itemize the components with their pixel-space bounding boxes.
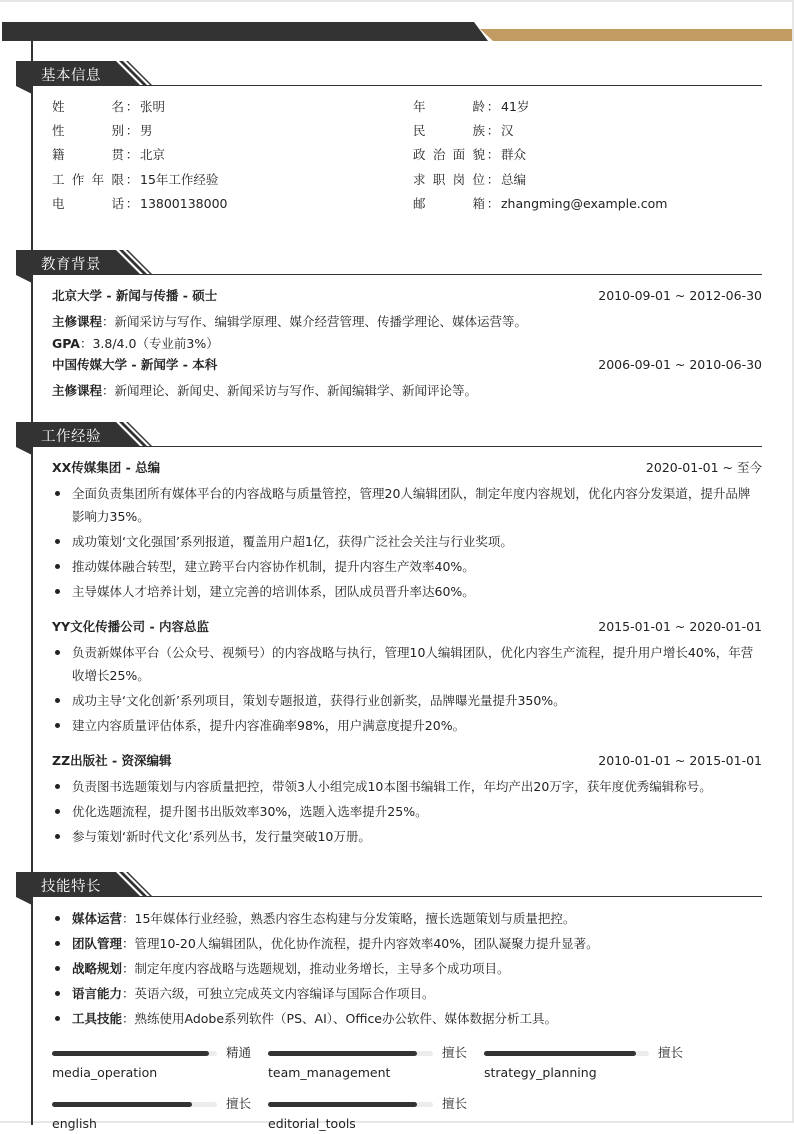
education-courses (52, 381, 762, 401)
list-item: 负责新媒体平台（公众号、视频号）的内容战略与执行，管理10人编辑团队，优化内容生产流程，提升用户增长40%，年营收增长25%。 (52, 641, 762, 687)
education-gpa (52, 334, 762, 354)
info-value: 男 (140, 123, 153, 138)
section-divider (32, 85, 762, 86)
courses-label: 主修课程 (52, 314, 103, 329)
info-value: 北京 (140, 147, 166, 162)
section-title: 教育背景 (41, 257, 101, 273)
skill-level: 擅长 (442, 1096, 468, 1111)
section-title: 技能特长 (41, 879, 101, 895)
info-gender (52, 121, 153, 141)
work-title: YY文化传播公司 - 内容总监 (52, 619, 209, 634)
education-date: 2006-09-01 ~ 2010-06-30 (598, 357, 762, 372)
skill-name: strategy_planning (484, 1065, 597, 1080)
courses-text: ：新闻采访与写作、编辑学原理、媒介经营管理、传播学理论、媒体运营等。 (102, 314, 528, 329)
colon: ： (125, 99, 139, 114)
section-header (0, 872, 794, 897)
section-work (0, 422, 794, 844)
skill-label: 语言能力 (72, 986, 123, 1001)
header-dark-bar (2, 22, 488, 41)
work-title: XX传媒集团 - 总编 (52, 460, 161, 475)
info-value: 13800138000 (140, 196, 228, 211)
gpa-label: GPA (52, 336, 80, 351)
progress-track (484, 1051, 649, 1056)
progress-fill (484, 1051, 636, 1056)
education-date: 2010-09-01 ~ 2012-06-30 (598, 288, 762, 303)
skill-bar-media-operation (52, 1043, 252, 1083)
progress-fill (52, 1051, 209, 1056)
list-item: 参与策划‘新时代文化’系列丛书，发行量突破10万册。 (52, 825, 762, 848)
skill-bar-english (52, 1094, 252, 1134)
work-date: 2020-01-01 ~ 至今 (645, 460, 762, 475)
skill-label: 团队管理 (72, 936, 123, 951)
section-title: 工作经验 (41, 429, 101, 445)
skill-text: ：英语六级，可独立完成英文内容编译与国际合作项目。 (122, 986, 435, 1001)
progress-track (268, 1051, 433, 1056)
colon: ： (486, 147, 500, 162)
gpa-text: ：3.8/4.0（专业前3%） (79, 336, 219, 351)
skill-name: team_management (268, 1065, 391, 1080)
work-bullets (52, 775, 762, 850)
list-item: 主导媒体人才培养计划，建立完善的培训体系，团队成员晋升率达60%。 (52, 580, 762, 603)
skill-text: ：管理10-20人编辑团队，优化协作流程，提升内容效率40%，团队凝聚力提升显著。 (122, 936, 599, 951)
info-label: 邮箱 (413, 196, 485, 211)
colon: ： (125, 147, 139, 162)
info-position (413, 170, 526, 190)
header-gold-bar (480, 29, 792, 41)
work-date: 2010-01-01 ~ 2015-01-01 (598, 753, 762, 768)
progress-track (52, 1051, 217, 1056)
info-value: 汉 (501, 123, 514, 138)
skill-item (52, 932, 762, 955)
work-entry-header (52, 617, 762, 637)
progress-fill (268, 1051, 417, 1056)
skill-item (52, 957, 762, 980)
info-value: 41岁 (501, 99, 530, 114)
work-entry-header (52, 751, 762, 771)
skill-item (52, 907, 762, 930)
colon: ： (125, 123, 139, 138)
info-work-years (52, 170, 218, 190)
education-entry-header (52, 286, 762, 306)
colon: ： (125, 172, 139, 187)
skills-bullets (52, 907, 762, 1032)
section-header (0, 61, 794, 86)
list-item: 负责图书选题策划与内容质量把控，带领3人小组完成10本图书编辑工作，年均产出20万字，获年度优秀编辑称号。 (52, 775, 762, 798)
info-value: 张明 (140, 99, 166, 114)
info-label: 电话 (52, 196, 124, 211)
progress-fill (52, 1102, 192, 1107)
education-entry-header (52, 355, 762, 375)
section-divider (32, 274, 762, 275)
info-value: 15年工作经验 (140, 172, 219, 187)
colon: ： (486, 196, 500, 211)
courses-text: ：新闻理论、新闻史、新闻采访与写作、新闻编辑学、新闻评论等。 (102, 383, 478, 398)
info-name (52, 97, 165, 117)
info-label: 求职岗位 (413, 172, 485, 187)
skill-name: english (52, 1116, 97, 1131)
skill-bar-team-management (268, 1043, 468, 1083)
info-value: 群众 (501, 147, 527, 162)
skill-level: 精通 (226, 1045, 252, 1060)
skill-bar-editorial-tools (268, 1094, 468, 1134)
section-divider (32, 896, 762, 897)
skill-item (52, 1007, 762, 1030)
colon: ： (125, 196, 139, 211)
fold-corner (16, 275, 32, 283)
section-title: 基本信息 (41, 68, 101, 84)
section-skills (0, 872, 794, 1131)
fold-corner (16, 86, 32, 94)
info-label: 姓名 (52, 99, 124, 114)
work-bullets (52, 641, 762, 739)
fold-corner (16, 447, 32, 455)
work-bullets (52, 482, 762, 605)
skill-text: ：熟练使用Adobe系列软件（PS、AI）、Office办公软件、媒体数据分析工具。 (122, 1011, 558, 1026)
education-courses (52, 312, 762, 332)
education-title: 北京大学 - 新闻与传播 - 硕士 (52, 288, 218, 303)
skill-level: 擅长 (658, 1045, 684, 1060)
skill-text: ：制定年度内容战略与选题规划，推动业务增长，主导多个成功项目。 (122, 961, 510, 976)
section-header (0, 422, 794, 447)
list-item: 推动媒体融合转型，建立跨平台内容协作机制，提升内容生产效率40%。 (52, 555, 762, 578)
info-label: 工作年限 (52, 172, 124, 187)
skill-level: 擅长 (442, 1045, 468, 1060)
skill-name: media_operation (52, 1065, 158, 1080)
colon: ： (486, 99, 500, 114)
info-hometown (52, 145, 165, 165)
skill-label: 工具技能 (72, 1011, 123, 1026)
info-age (413, 97, 529, 117)
info-label: 民族 (413, 123, 485, 138)
skill-item (52, 982, 762, 1005)
list-item: 成功策划‘文化强国’系列报道，覆盖用户超1亿，获得广泛社会关注与行业奖项。 (52, 530, 762, 553)
left-timeline-line (31, 41, 33, 1125)
skill-bar-strategy-planning (484, 1043, 684, 1083)
info-label: 政治面貌 (413, 147, 485, 162)
progress-track (268, 1102, 433, 1107)
email-value: zhangming@example.com (501, 196, 668, 211)
list-item: 建立内容质量评估体系，提升内容准确率98%，用户满意度提升20%。 (52, 714, 762, 737)
info-label: 籍贯 (52, 147, 124, 162)
info-label: 年龄 (413, 99, 485, 114)
list-item: 全面负责集团所有媒体平台的内容战略与质量管控，管理20人编辑团队，制定年度内容规划，优化内容分发渠道，提升品牌影响力35%。 (52, 482, 762, 528)
skill-text: ：15年媒体行业经验，熟悉内容生态构建与分发策略，擅长选题策划与质量把控。 (122, 911, 576, 926)
info-political (413, 145, 526, 165)
skill-label: 媒体运营 (72, 911, 123, 926)
work-title: ZZ出版社 - 资深编辑 (52, 753, 172, 768)
progress-track (52, 1102, 217, 1107)
info-ethnicity (413, 121, 514, 141)
section-basic-info (0, 61, 794, 211)
section-education (0, 250, 794, 398)
work-date: 2015-01-01 ~ 2020-01-01 (598, 619, 762, 634)
section-divider (32, 446, 762, 447)
skill-name: editorial_tools (268, 1116, 356, 1131)
info-phone (52, 194, 227, 214)
info-email (413, 194, 667, 214)
fold-corner (16, 897, 32, 905)
section-header (0, 250, 794, 275)
list-item: 优化选题流程，提升图书出版效率30%，选题入选率提升25%。 (52, 800, 762, 823)
skill-label: 战略规划 (72, 961, 123, 976)
colon: ： (486, 172, 500, 187)
courses-label: 主修课程 (52, 383, 103, 398)
progress-fill (268, 1102, 417, 1107)
info-label: 性别 (52, 123, 124, 138)
info-value: 总编 (501, 172, 527, 187)
list-item: 成功主导‘文化创新’系列项目，策划专题报道，获得行业创新奖，品牌曝光量提升350%。 (52, 689, 762, 712)
education-title: 中国传媒大学 - 新闻学 - 本科 (52, 357, 218, 372)
skill-level: 擅长 (226, 1096, 252, 1111)
work-entry-header (52, 458, 762, 478)
colon: ： (486, 123, 500, 138)
